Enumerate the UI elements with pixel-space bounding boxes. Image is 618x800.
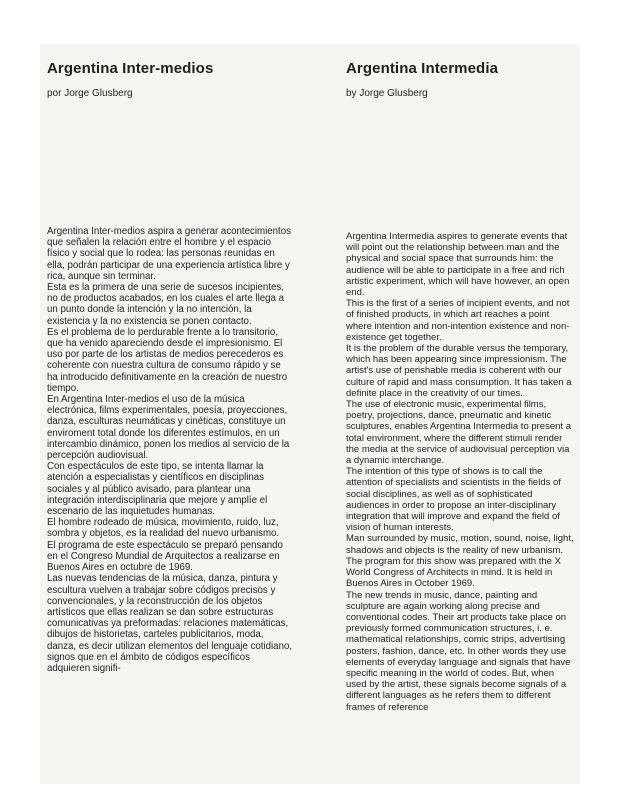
spanish-paragraph: En Argentina Inter-medios el uso de la música electrónica, films experimentales, poesía, proyecciones, danza, esculturas neumáticas y cinéticas, constituye un enviroment total donde los diferentes estímulos, en un intercambio dinámico, ponen los medios al servicio de la percepción audiovisual. xyxy=(47,394,290,462)
spanish-byline: por Jorge Glusberg xyxy=(47,88,133,99)
spanish-paragraph: El programa de este espectáculo se preparó pensando en el Congreso Mundial de Arquitectos a realizarse en Buenos Aires en octubre de 1969. xyxy=(47,539,283,574)
english-byline: by Jorge Glusberg xyxy=(346,88,428,99)
english-paragraph: Argentina Intermedia aspires to generate events that will point out the relationship between man and the physical and social space that surrounds him: the audience will be able to participate in a free and rich artistic experiment, which will have however, an open end. xyxy=(346,231,570,299)
english-title: Argentina Intermedia xyxy=(346,60,499,77)
document-page xyxy=(40,44,580,784)
spanish-title: Argentina Inter-medios xyxy=(47,60,214,77)
english-paragraph: The use of electronic music, experimental films, poetry, projections, dance, pneumatic and kinetic sculptures, enables Argentina Intermedia to present a total environment, where the different stimuli render the media at the service of audiovisual perception via a dynamic interchange. xyxy=(346,399,571,467)
english-paragraph: Man surrounded by music, motion, sound, noise, light, shadows and objects is the reality of new urbanism. xyxy=(346,533,574,556)
spanish-paragraph: Argentina Inter-medios aspira a generar acontecimientos que señalen la relación entre el hombre y el espacio físico y social que lo rodea: las personas reunidas en ella, podrán participar de una experiencia artística libre y rica, aunque sin terminar. xyxy=(47,226,291,282)
english-body xyxy=(346,231,574,713)
english-paragraph: The intention of this type of shows is to call the attention of specialists and scientists in the fields of social disciplines, as well as of sophisticated audiences in order to propose an inter-disciplinary integration that will improve and expand the field of vision of human interests. xyxy=(346,466,561,534)
english-paragraph: The new trends in music, dance, painting and sculpture are again working along precise and conventional codes. Their art products take place on previously formed communication structures, i. e. mathematical relationships, comic strips, advertising posters, fashion, dance, etc. In other words they use elements of everyday language and signals that have specific meaning in the world of codes. But, when used by the artist, these signals become signals of a different languages as he refers them to different frames of reference xyxy=(346,589,571,713)
english-paragraph: This is the first of a series of incipient events, and not of finished products, in which art reaches a point where intention and non-intention existence and non-existence get together. xyxy=(346,298,570,343)
spanish-paragraph: Es el problema de lo perdurable frente a lo transitorio, que ha venido apareciendo desde el impresionismo. El uso por parte de los artistas de medios perecederos es coherente con nuestra cultura de consumo rápido y se ha introducido definitivamente en la creación de nuestro tiempo. xyxy=(47,326,288,394)
english-paragraph: It is the problem of the durable versus the temporary, which has been appearing since impressionism. The artist's use of perishable media is coherent with our culture of rapid and mass consumption. It has taken a definite place in the creativity of our times. xyxy=(346,343,572,399)
spanish-paragraph: Esta es la primera de una serie de sucesos incipientes, no de productos acabados, en los cuales el arte llega a un punto donde la intención y la no intención, la existencia y la no existencia se ponen contacto. xyxy=(47,282,284,327)
spanish-paragraph: Las nuevas tendencias de la música, danza, pintura y escultura vuelven a trabajar sobre códigos precisos y convencionales, y la reconstrucción de los objetos artísticos que ellas realizan se dan sobre estructuras comunicativas ya preformadas: relaciones matemáticas, dibujos de historietas, carteles publicitarios, moda, danza, es decir utilizan elementos del lenguaje cotidiano, signos que en el ámbito de códigos específicos adquieren signifi- xyxy=(47,573,293,674)
english-paragraph: The program for this show was prepared with the X World Congress of Architects in mind. It is held in Buenos Aires in October 1969. xyxy=(346,555,561,590)
spanish-body xyxy=(47,226,294,674)
spanish-paragraph: Con espectáculos de este tipo, se intenta llamar la atención a especialistas y científicos en disciplinas sociales y al público avisado, para plantear una integración interdisciplinaria que mejore y amplíe el escenario de las inquietudes humanas. xyxy=(47,461,268,518)
spanish-paragraph: El hombre rodeado de música, movimiento, ruido, luz, sombra y objetos, es la realidad del nuevo urbanismo. xyxy=(47,517,280,540)
